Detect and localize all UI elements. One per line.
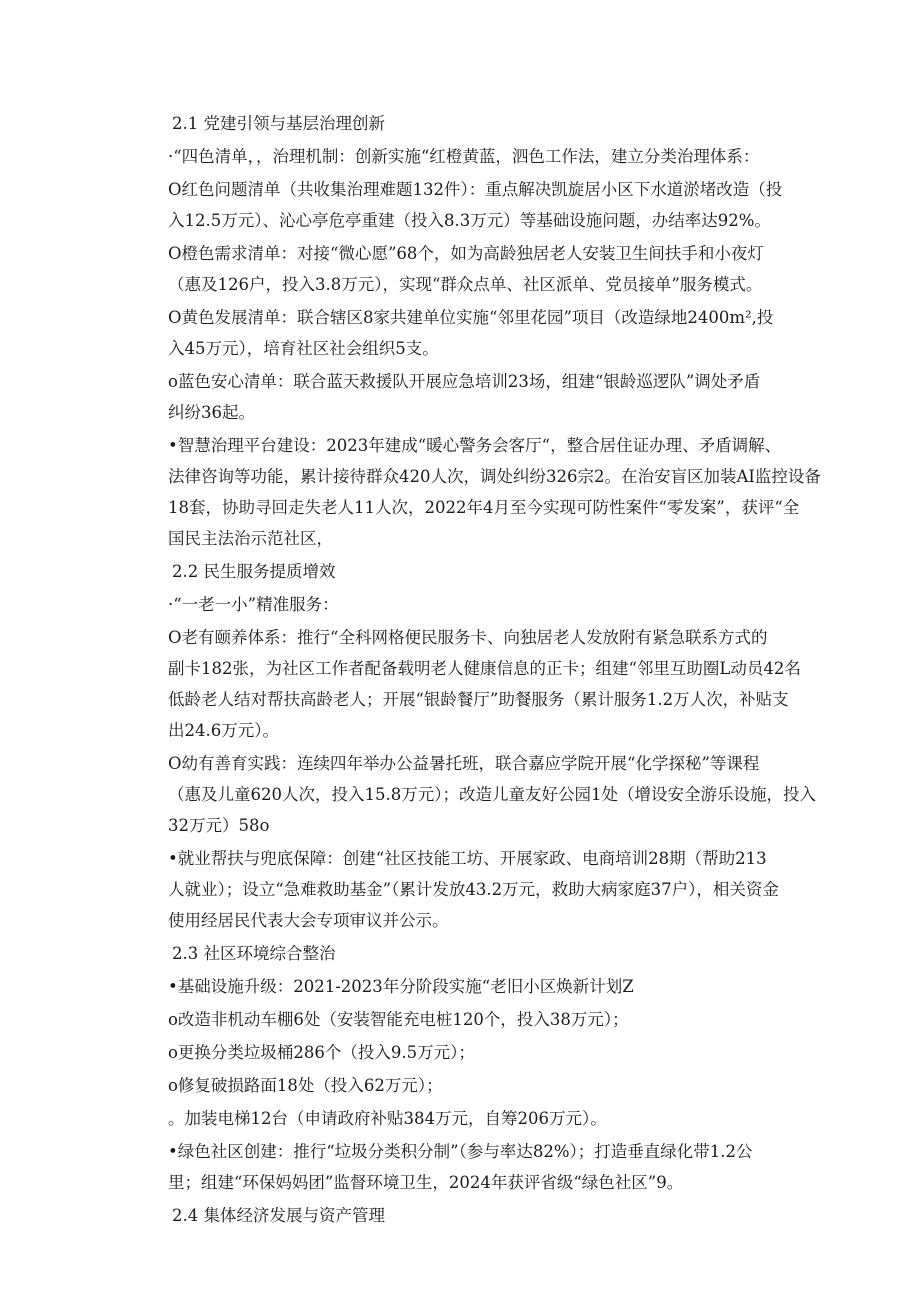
heading-2-3 (168, 938, 796, 969)
document-page (168, 108, 821, 1231)
para-line: o修复破损路面18处（投入62万元）； (168, 1076, 443, 1095)
para-line: o更换分类垃圾桶286个（投入9.5万元）； (168, 1043, 475, 1062)
para-line: o改造非机动车棚6处（安装智能充电桩120个，投入38万元）； (168, 1010, 629, 1029)
para-line: 入45万元），培育社区社会组织5支。 (168, 339, 439, 358)
para-line: O红色问题清单（共收集治理难题132件）：重点解决凯旋居小区下水道淤堵改造（投 (168, 180, 783, 199)
para-line: 副卡182张，为社区工作者配备载明老人健康信息的正卡；组建“邻里互助圈L动员42名 (168, 659, 801, 678)
para-line: O橙色需求清单：对接“微心愿”68个，如为高龄独居老人安装卫生间扶手和小夜灯 (168, 244, 764, 263)
para-elder-child (168, 589, 796, 620)
para-line: 人就业）；设立“急难救助基金”（累计发放43.2万元，救助大病家庭37户），相关资金 (168, 880, 779, 899)
para-line: 32万元）58o (168, 816, 270, 835)
para-green-community (168, 1136, 796, 1198)
para-elevators (168, 1103, 796, 1134)
para-line: （惠及儿童620人次，投入15.8万元）；改造儿童友好公园1处（增设安全游乐设施，投入 (168, 785, 816, 804)
para-line: ·“四色清单，，治理机制：创新实施“红橙黄蓝，泗色工作法，建立分类治理体系： (168, 147, 760, 166)
para-line: 入12.5万元）、沁心亭危亭重建（投入8.3万元）等基础设施问题，办结率达92%。 (168, 211, 771, 230)
para-line: o蓝色安心清单：联合蓝天救援队开展应急培训23场，组建“银龄巡逻队”调处矛盾 (168, 372, 761, 391)
para-infrastructure (168, 971, 796, 1002)
para-line: 使用经居民代表大会专项审议并公示。 (168, 911, 449, 930)
para-trash-bins (168, 1037, 796, 1068)
para-line: O黄色发展清单：联合辖区8家共建单位实施“邻里花园”项目（改造绿地2400m²,投 (168, 308, 774, 327)
para-elder-care (168, 622, 801, 746)
para-line: •绿色社区创建：推行“垃圾分类积分制”（参与率达82%）；打造垂直绿化带1.2公 (168, 1142, 753, 1161)
para-red-list (168, 174, 796, 236)
para-line: O幼有善育实践：连续四年举办公益暑托班，联合嘉应学院开展“化学探秘”等课程 (168, 754, 760, 773)
para-road-repair (168, 1070, 796, 1101)
para-orange-list (168, 238, 796, 300)
para-line: 里；组建“环保妈妈团”监督环境卫生，2024年获评省级“绿色社区”9。 (168, 1173, 684, 1192)
heading-2-2 (168, 556, 796, 587)
heading-2-1 (168, 108, 796, 139)
para-line: ·“一老一小”精准服务： (168, 595, 339, 614)
heading-line: 2.3 社区环境综合整治 (172, 944, 336, 963)
para-line: 国民主法治示范社区， (168, 529, 333, 548)
para-child-care (168, 748, 816, 841)
para-line: 法律咨询等功能，累计接待群众420人次，调处纠纷326宗2。在治安盲区加装AI监控设备 (168, 467, 821, 486)
heading-line: 2.1 党建引领与基层治理创新 (172, 114, 385, 133)
para-line: 出24.6万元）。 (168, 721, 279, 740)
para-line: •基础设施升级：2021-2023年分阶段实施“老旧小区焕新计划Z (168, 977, 634, 996)
heading-2-4 (168, 1200, 796, 1231)
para-line: （惠及126户，投入3.8万元），实现“群众点单、社区派单、党员接单”服务模式。 (168, 275, 763, 294)
para-smart-governance (168, 430, 821, 554)
para-line: •智慧治理平台建设：2023年建成“暖心警务会客厅“，整合居住证办理、矛盾调解、 (168, 436, 782, 455)
para-line: 。加装电梯12台（申请政府补贴384万元，自筹206万元）。 (168, 1109, 607, 1128)
para-line: 18套，协助寻回走失老人11人次，2022年4月至今实现可防性案件“零发案”，获评“全 (168, 498, 800, 517)
para-line: 纠纷36起。 (168, 403, 255, 422)
para-line: O老有颐养体系：推行“全科网格便民服务卡、向独居老人发放附有紧急联系方式的 (168, 628, 768, 647)
para-line: 低龄老人结对帮扶高龄老人；开展“银龄餐厅”助餐服务（累计服务1.2万人次，补贴支 (168, 690, 789, 709)
para-yellow-list (168, 302, 796, 364)
para-blue-list (168, 366, 796, 428)
heading-line: 2.2 民生服务提质增效 (172, 562, 336, 581)
para-four-color-list (168, 141, 796, 172)
para-line: •就业帮扶与兜底保障：创建“社区技能工坊、开展家政、电商培训28期（帮助213 (168, 849, 767, 868)
para-bike-shed (168, 1004, 796, 1035)
heading-line: 2.4 集体经济发展与资产管理 (172, 1206, 385, 1225)
para-employment (168, 843, 796, 936)
